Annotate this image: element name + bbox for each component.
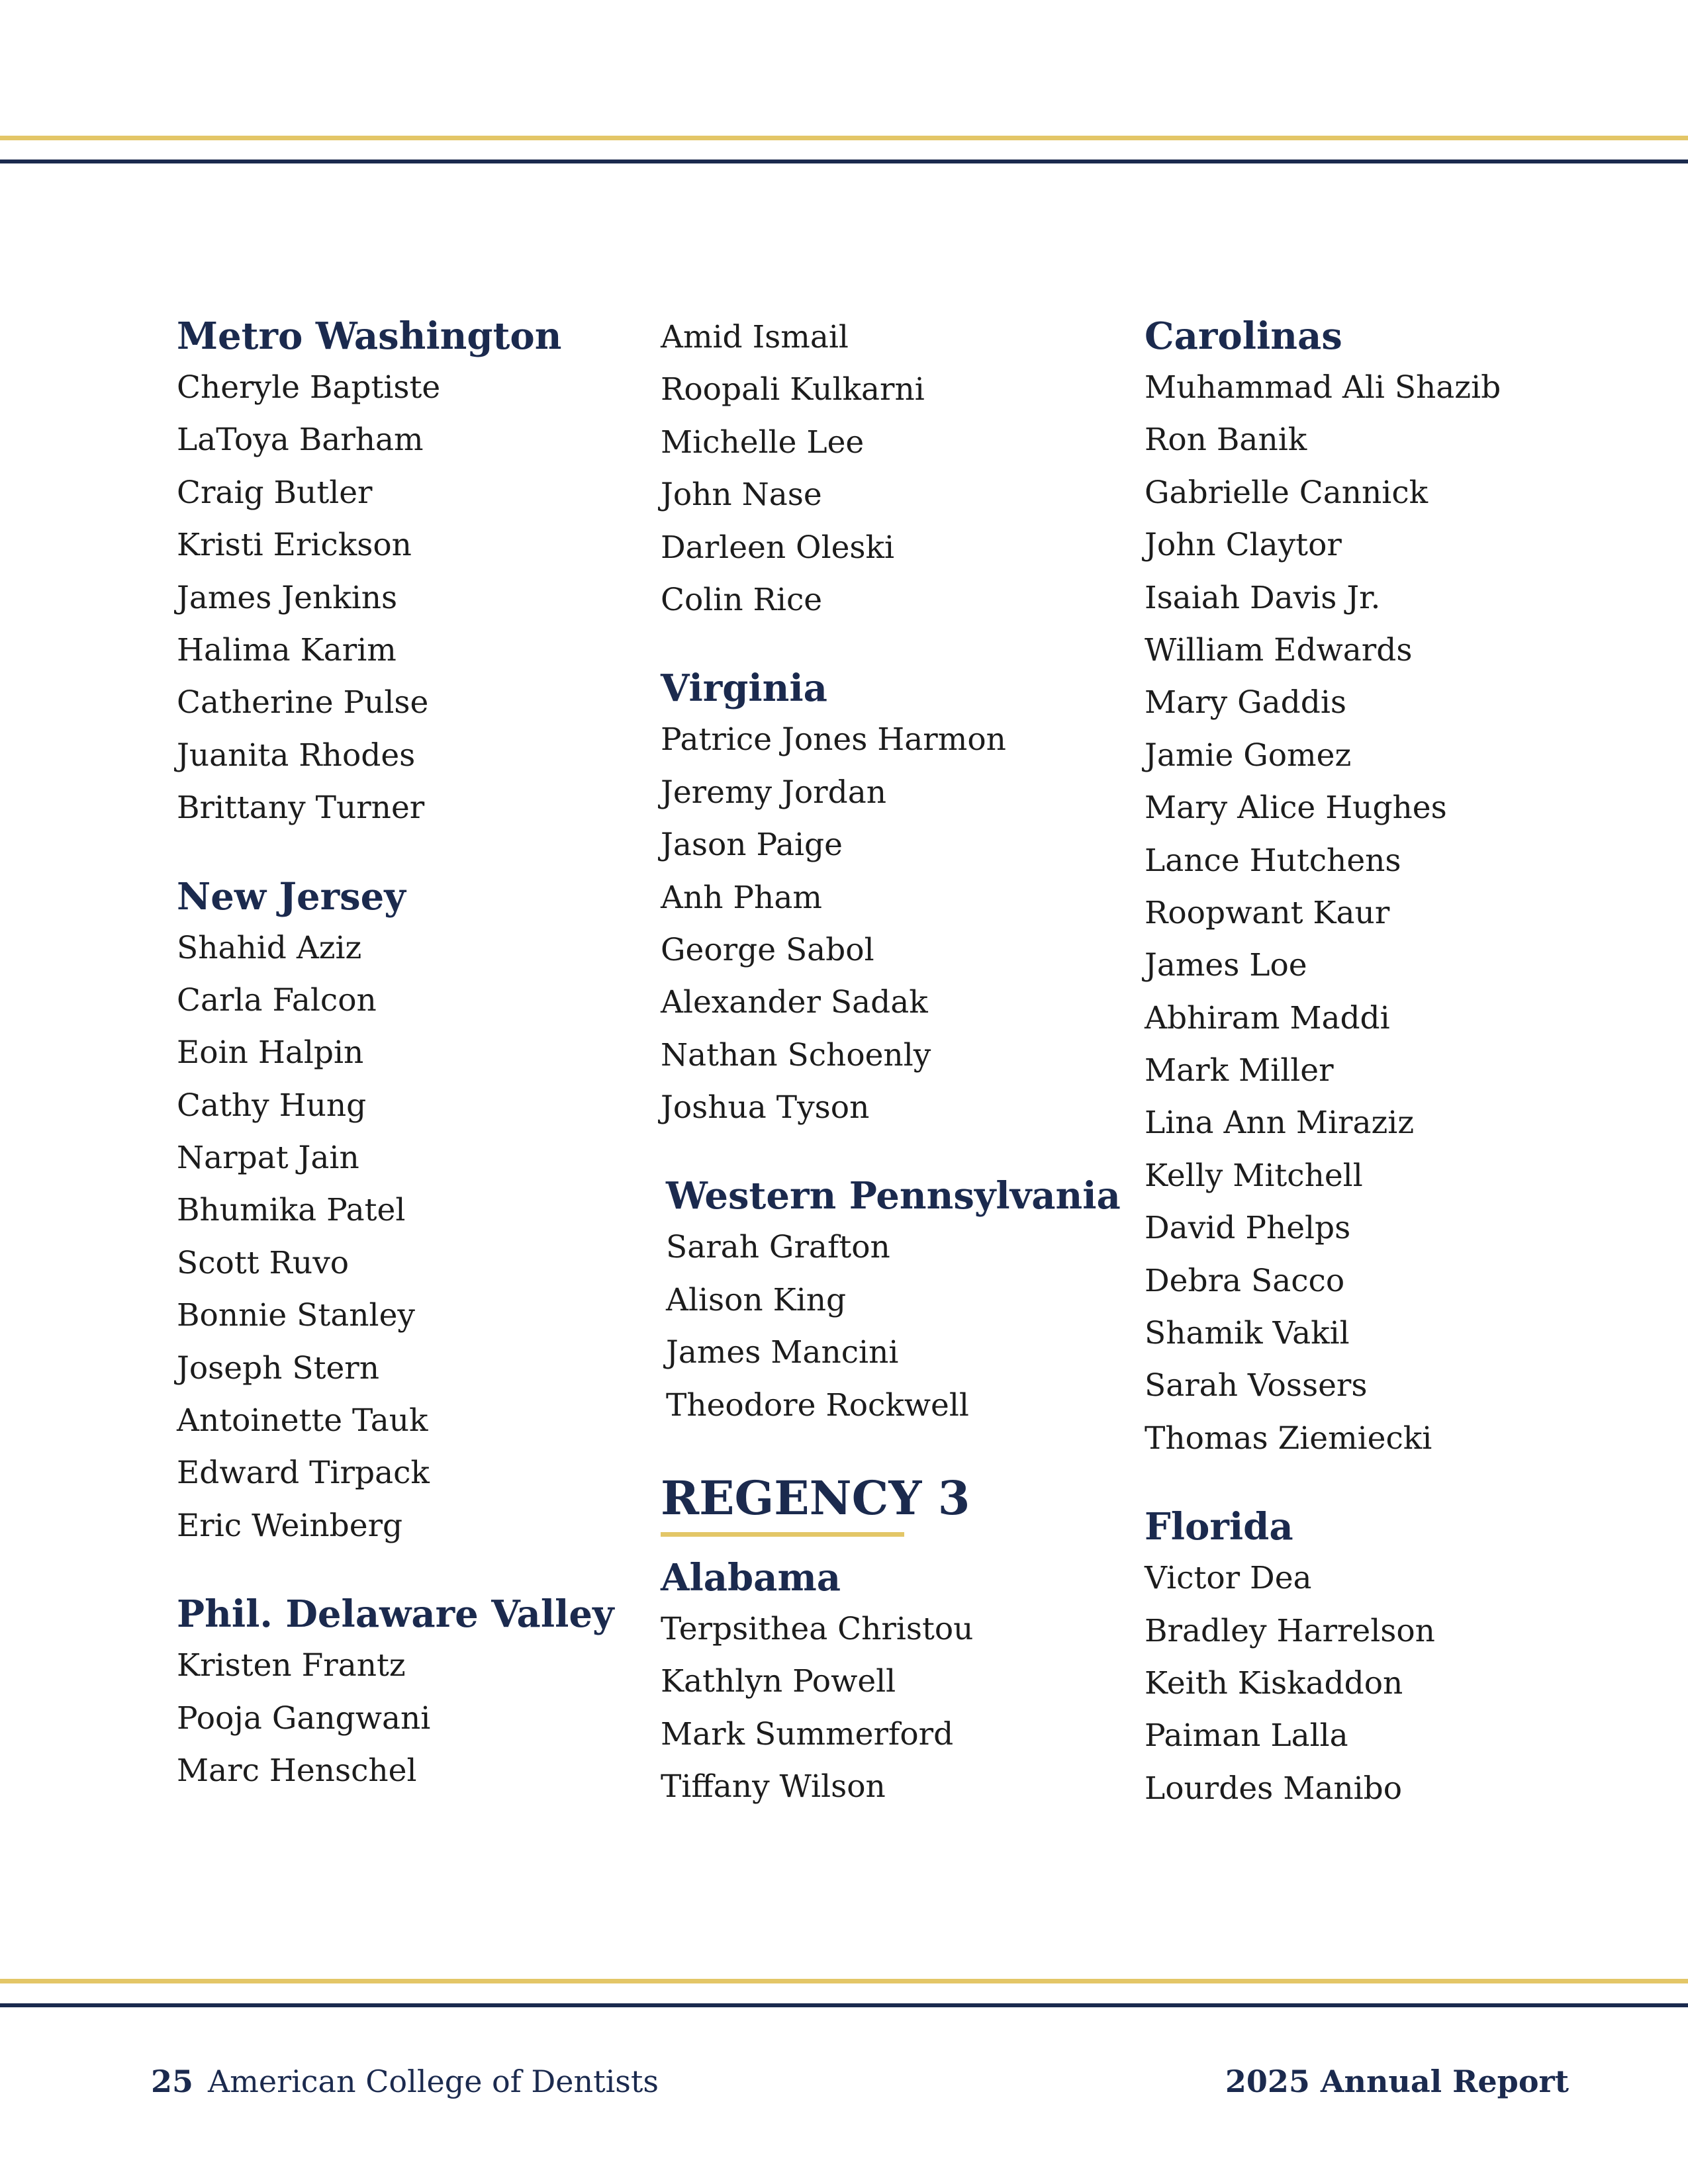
member-name: LaToya Barham: [177, 422, 424, 459]
member-name: Michelle Lee: [661, 424, 865, 461]
column-1: [177, 311, 640, 1797]
name-list-western-pennsylvania: [666, 1221, 1124, 1432]
name-list-phil-delaware-valley: [177, 1639, 640, 1797]
member-name: Pooja Gangwani: [177, 1700, 431, 1737]
name-list-carolinas: [1145, 361, 1608, 1465]
section-title-florida: Florida: [1145, 1505, 1293, 1549]
member-name: Kathlyn Powell: [661, 1663, 896, 1700]
member-name: William Edwards: [1145, 631, 1413, 668]
member-name: Roopali Kulkarni: [661, 371, 925, 408]
member-name: Catherine Pulse: [177, 684, 429, 721]
member-name: Mary Gaddis: [1145, 684, 1346, 721]
footer-left: [151, 2064, 659, 2099]
name-list-new-jersey: [177, 922, 640, 1553]
member-name: Carla Falcon: [177, 981, 377, 1019]
member-name: Edward Tirpack: [177, 1455, 430, 1492]
member-name: Kristen Frantz: [177, 1647, 406, 1684]
member-name: Kelly Mitchell: [1145, 1157, 1363, 1194]
member-name: Marc Henschel: [177, 1752, 417, 1789]
name-list-metro-washington: [177, 361, 640, 835]
report-title: 2025 Annual Report: [1225, 2064, 1569, 2099]
top-gold-rule: [0, 136, 1688, 140]
member-name: Jamie Gomez: [1145, 737, 1352, 774]
member-name: Bhumika Patel: [177, 1192, 406, 1229]
member-name: Eoin Halpin: [177, 1034, 364, 1071]
member-name: Mary Alice Hughes: [1145, 790, 1447, 827]
member-name: Anh Pham: [661, 879, 822, 916]
member-name: Halima Karim: [177, 631, 397, 668]
member-name: James Jenkins: [177, 579, 398, 616]
member-name: Mark Summerford: [661, 1715, 954, 1752]
column-3: [1145, 311, 1608, 1815]
member-name: Thomas Ziemiecki: [1145, 1420, 1432, 1457]
member-name: Lina Ann Miraziz: [1145, 1105, 1415, 1142]
member-name: Gabrielle Cannick: [1145, 474, 1429, 511]
member-name: Sarah Vossers: [1145, 1367, 1368, 1404]
member-name: Bonnie Stanley: [177, 1297, 415, 1334]
member-name: Narpat Jain: [177, 1140, 359, 1177]
section-title-alabama: Alabama: [661, 1556, 841, 1600]
member-name: Juanita Rhodes: [177, 737, 416, 774]
page-number: 25: [151, 2064, 194, 2099]
member-name: Craig Butler: [177, 474, 373, 511]
member-name: Isaiah Davis Jr.: [1145, 579, 1381, 616]
member-name: Joseph Stern: [177, 1349, 380, 1387]
section-title-new-jersey: New Jersey: [177, 874, 406, 919]
member-name: Brittany Turner: [177, 790, 425, 827]
name-list-alabama: [661, 1603, 1124, 1813]
bottom-navy-rule: [0, 2003, 1688, 2007]
member-name: Bradley Harrelson: [1145, 1612, 1435, 1649]
organization-name: American College of Dentists: [208, 2064, 659, 2099]
member-name: Mark Miller: [1145, 1052, 1334, 1089]
member-name: John Claytor: [1145, 527, 1342, 564]
bottom-gold-rule: [0, 1979, 1688, 1983]
regency-heading: REGENCY 3: [661, 1471, 970, 1526]
section-title-virginia: Virginia: [661, 666, 827, 711]
member-name: Tiffany Wilson: [661, 1768, 886, 1805]
name-list-florida: [1145, 1552, 1608, 1815]
member-name: Alexander Sadak: [661, 984, 928, 1021]
member-name: Kristi Erickson: [177, 527, 412, 564]
name-list-virginia: [661, 713, 1124, 1134]
member-name: Jason Paige: [661, 827, 843, 864]
member-name: David Phelps: [1145, 1210, 1351, 1247]
member-name: James Mancini: [666, 1334, 899, 1371]
member-name: Nathan Schoenly: [661, 1036, 931, 1073]
member-name: Ron Banik: [1145, 422, 1307, 459]
member-name: Victor Dea: [1145, 1560, 1312, 1597]
member-name: George Sabol: [661, 931, 874, 968]
member-name: John Nase: [661, 477, 822, 514]
member-name: Paiman Lalla: [1145, 1717, 1348, 1754]
member-name: Lourdes Manibo: [1145, 1770, 1403, 1807]
member-name: Cathy Hung: [177, 1087, 367, 1124]
section-title-phil-delaware-valley: Phil. Delaware Valley: [177, 1592, 614, 1637]
member-name: Colin Rice: [661, 581, 823, 618]
member-name: Muhammad Ali Shazib: [1145, 369, 1501, 406]
member-name: Debra Sacco: [1145, 1262, 1345, 1299]
member-name: Theodore Rockwell: [666, 1387, 969, 1424]
member-name: Roopwant Kaur: [1145, 894, 1390, 931]
member-name: Antoinette Tauk: [177, 1402, 428, 1439]
member-name: Cheryle Baptiste: [177, 369, 441, 406]
member-name: Keith Kiskaddon: [1145, 1664, 1403, 1702]
top-navy-rule: [0, 159, 1688, 163]
member-name: Shamik Vakil: [1145, 1315, 1350, 1352]
member-name: Abhiram Maddi: [1145, 999, 1390, 1036]
member-name: Jeremy Jordan: [661, 774, 886, 811]
column-2: [661, 311, 1124, 1813]
member-name: Eric Weinberg: [177, 1507, 403, 1544]
member-name: Sarah Grafton: [666, 1229, 890, 1266]
member-name: James Loe: [1145, 947, 1307, 984]
member-name: Scott Ruvo: [177, 1244, 350, 1281]
section-title-carolinas: Carolinas: [1145, 314, 1342, 358]
member-name: Lance Hutchens: [1145, 842, 1401, 879]
member-name: Amid Ismail: [661, 319, 849, 355]
member-name: Darleen Oleski: [661, 529, 895, 566]
member-name: Joshua Tyson: [661, 1089, 870, 1126]
member-name: Terpsithea Christou: [661, 1611, 974, 1648]
section-title-metro-washington: Metro Washington: [177, 314, 562, 358]
regency-underline: [661, 1532, 904, 1537]
section-title-western-pennsylvania: Western Pennsylvania: [666, 1174, 1121, 1218]
name-list-phil-delaware-valley-continued: [661, 311, 1124, 626]
member-name: Shahid Aziz: [177, 929, 362, 966]
member-name: Patrice Jones Harmon: [661, 721, 1006, 758]
member-name: Alison King: [666, 1281, 847, 1318]
